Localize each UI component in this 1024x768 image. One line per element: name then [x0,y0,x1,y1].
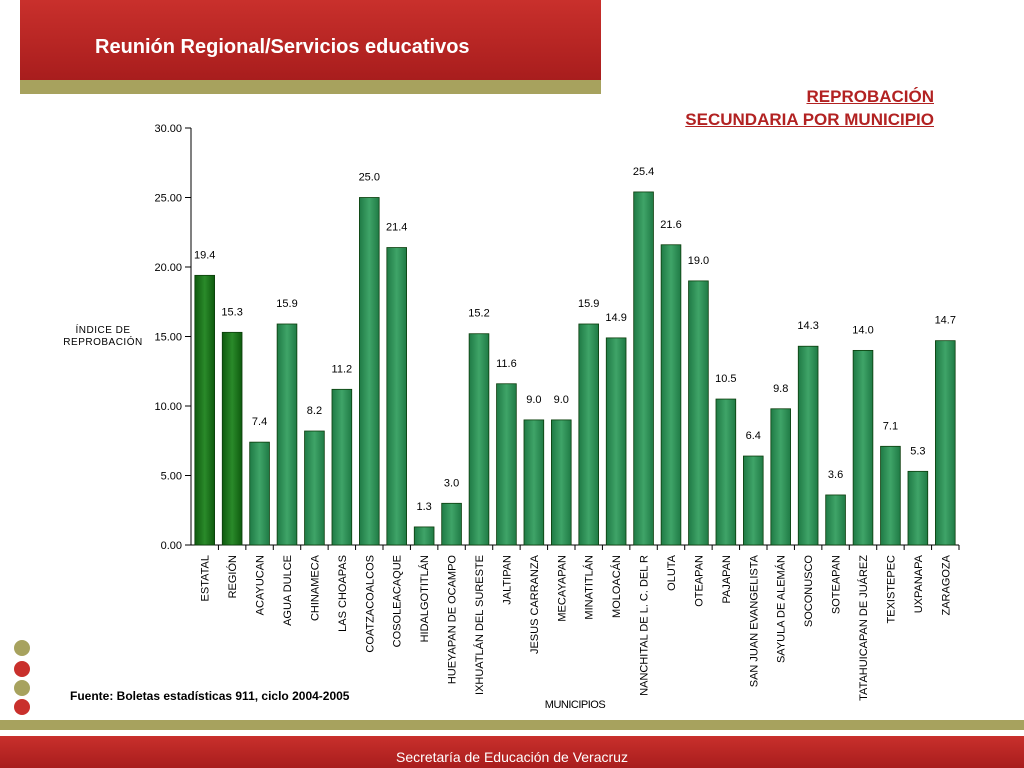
category-label: SAYULA DE ALEMÁN [775,555,788,664]
data-label: 9.0 [553,393,569,406]
category-label: TEXISTEPEC [885,555,898,624]
page-title: Reunión Regional/Servicios educativos [95,36,470,58]
bar [606,338,626,545]
data-label: 6.4 [745,430,761,443]
bar [250,442,270,545]
category-label: AGUA DULCE [282,555,294,626]
bar [387,248,407,545]
bar [661,245,681,545]
bar [305,431,325,545]
bar [634,192,654,545]
data-label: 15.2 [468,307,490,320]
bar [826,495,846,545]
category-label: ACAYUCAN [254,555,267,616]
category-label: JESUS CARRANZA [528,555,541,655]
data-label: 5.3 [910,445,926,458]
category-label: REGIÓN [227,555,240,599]
category-label: HUEYAPAN DE OCAMPO [446,555,459,685]
y-tick-label: 20.00 [154,262,182,274]
y-tick-label: 10.00 [154,401,182,413]
bar [881,446,901,545]
decor-dot-4 [14,699,30,715]
data-label: 9.0 [526,393,542,406]
data-label: 21.6 [660,218,682,231]
decor-dot-3 [14,680,30,696]
data-label: 11.2 [331,363,353,376]
x-axis-label: MUNICIPIOS [544,699,606,711]
bar [689,281,709,545]
category-label: MINATITLÁN [583,555,596,620]
bar [222,332,242,545]
category-label: NANCHITAL DE L. C. DEL R [638,555,651,696]
category-label: OLUTA [666,555,678,591]
y-axis-label-line-2: REPROBACIÓN [63,337,143,348]
footer-text: Secretaría de Educación de Veracruz [396,749,628,765]
data-label: 14.9 [605,311,627,324]
bar [853,350,873,545]
bar [414,527,434,545]
subtitle-line-1: REPROBACIÓN [806,87,934,106]
category-label: SAN JUAN EVANGELISTA [748,555,761,688]
data-label: 1.3 [416,500,432,513]
y-tick-label: 5.00 [160,470,182,483]
category-label: SOTEAPAN [830,555,843,615]
bar [277,324,297,545]
bar [195,275,215,545]
data-label: 14.0 [852,324,874,337]
data-label: 8.2 [306,405,323,418]
y-tick-label: 0.00 [160,540,182,552]
data-label: 21.4 [386,221,408,234]
bar [935,341,955,545]
data-label: 7.1 [882,420,899,433]
category-label: ZARAGOZA [940,555,953,616]
category-label: MOLOACÁN [611,555,624,618]
data-label: 14.7 [934,314,956,327]
category-label: IXHUATLÁN DEL SURESTE [474,555,486,695]
data-label: 25.0 [358,171,380,184]
source-note: Fuente: Boletas estadísticas 911, ciclo 2004-2005 [70,689,350,703]
data-label: 25.4 [632,165,655,178]
data-label: 19.4 [194,249,216,262]
category-label: ESTATAL [199,555,212,602]
data-label: 3.6 [827,468,844,481]
category-label: UXPANAPA [912,555,925,614]
bar [579,324,599,545]
data-label: 7.4 [251,416,268,429]
category-label: COATZACOALCOS [364,555,377,653]
bar [716,399,736,545]
decor-dot-2 [14,661,30,677]
data-label: 3.0 [443,477,460,490]
data-label: 15.3 [221,306,243,319]
subtitle-line-2: SECUNDARIA POR MUNICIPIO [685,110,934,129]
bar [332,389,352,545]
bar [524,420,544,545]
footer-stripe [0,720,1024,730]
category-label: OTEAPAN [693,555,706,607]
bar [469,334,489,545]
category-label: TATAHUICAPAN DE JUÁREZ [858,555,870,701]
bar [497,384,517,545]
bar [771,409,791,545]
category-label: JALTIPAN [501,555,514,605]
bar [798,346,818,545]
data-label: 9.8 [773,382,789,395]
bar [442,503,462,545]
y-tick-label: 30.00 [154,123,182,135]
bar [551,420,571,545]
data-label: 10.5 [715,373,737,386]
y-tick-label: 25.00 [154,192,182,205]
data-label: 14.3 [797,320,819,333]
category-label: CHINAMECA [309,555,322,622]
category-label: COSOLEACAQUE [391,555,404,648]
bar [359,198,379,546]
category-label: PAJAPAN [720,555,733,604]
category-label: LAS CHOAPAS [336,555,349,632]
category-label: MECAYAPAN [556,555,569,622]
category-label: HIDALGOTITLÁN [419,555,432,643]
y-tick-label: 15.00 [154,331,182,344]
decor-dot-1 [14,640,30,656]
data-label: 11.6 [496,357,517,370]
data-label: 15.9 [276,297,298,310]
bar [908,471,928,545]
category-label: SOCONUSCO [803,555,816,628]
data-label: 19.0 [687,254,710,267]
y-axis-label-line-1: ÍNDICE DE [75,325,131,336]
data-label: 15.9 [578,297,600,310]
bar [743,456,763,545]
